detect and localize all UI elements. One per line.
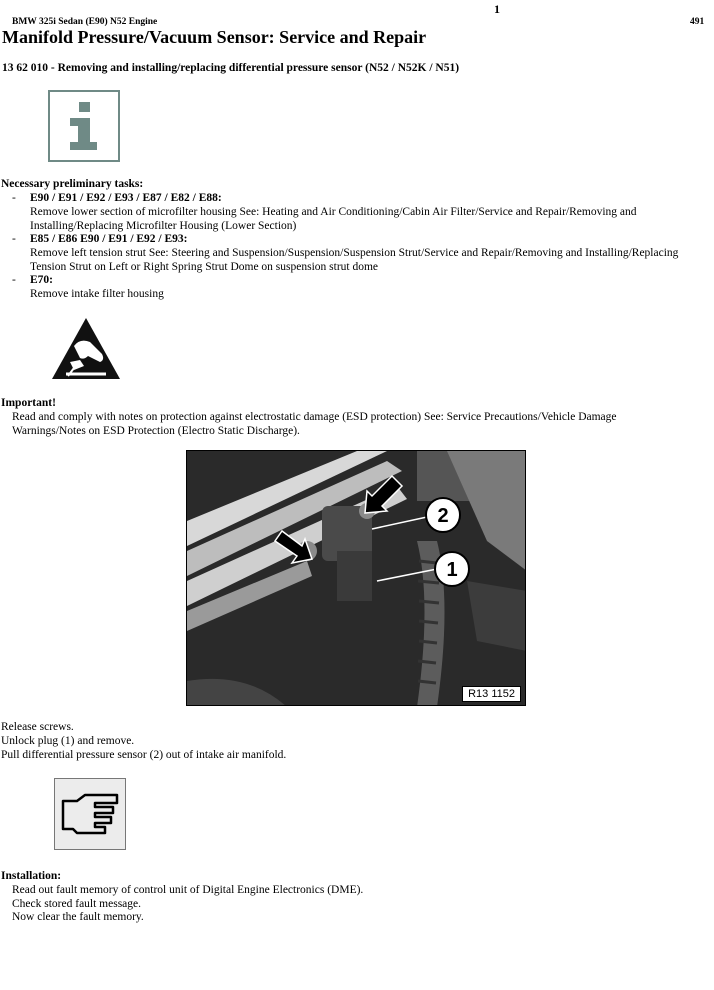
- figure-label: R13 1152: [462, 686, 521, 702]
- callout-1: 1: [446, 559, 458, 581]
- callout-2: 2: [437, 505, 449, 527]
- important-text-a: Read and comply with notes on protection against electrostatic damage (ESD protection) See: Service Precautions/Vehicle Damage: [12, 411, 617, 423]
- prelim-models-1: E90 / E91 / E92 / E93 / E87 / E82 / E88:: [30, 192, 222, 204]
- installation-step-1: Read out fault memory of control unit of Digital Engine Electronics (DME).: [12, 884, 364, 896]
- important-text-b: Warnings/Notes on ESD Protection (Electro Static Discharge).: [12, 425, 300, 437]
- page-title: Manifold Pressure/Vacuum Sensor: Service and Repair: [2, 27, 427, 47]
- installation-step-2: Check stored fault message.: [12, 898, 142, 910]
- esd-warning-icon: [50, 316, 122, 382]
- info-icon: [48, 90, 120, 162]
- pointing-hand-glyph: [55, 779, 124, 848]
- prelim-models-2: E85 / E86 E90 / E91 / E92 / E93:: [30, 233, 188, 245]
- engine-photo: [186, 450, 526, 706]
- prelim-models-3: E70:: [30, 274, 53, 286]
- list-dash: -: [12, 274, 16, 286]
- prelim-text-1a: Remove lower section of microfilter housing See: Heating and Air Conditioning/Cabin Air Filter/Service and Repair/Removing and: [30, 206, 637, 218]
- prelim-text-3a: Remove intake filter housing: [30, 288, 164, 300]
- installation-step-3: Now clear the fault memory.: [12, 911, 144, 923]
- installation-heading: Installation:: [1, 870, 62, 882]
- procedure-subtitle: 13 62 010 - Removing and installing/replacing differential pressure sensor (N52 / N52K / N51): [2, 62, 460, 74]
- prelim-heading: Necessary preliminary tasks:: [1, 178, 144, 190]
- prelim-text-2a: Remove left tension strut See: Steering and Suspension/Suspension/Suspension Strut/Service and Repair/Removing and Installing/Replacing: [30, 247, 679, 259]
- info-icon-glyph: [50, 92, 118, 160]
- vehicle-header: BMW 325i Sedan (E90) N52 Engine: [12, 17, 158, 27]
- engine-illustration: [187, 451, 526, 706]
- step-3: Pull differential pressure sensor (2) out of intake air manifold.: [1, 749, 287, 761]
- step-2: Unlock plug (1) and remove.: [1, 735, 135, 747]
- step-1: Release screws.: [1, 721, 74, 733]
- prelim-text-1b: Installing/Replacing Microfilter Housing (Lower Section): [30, 220, 297, 232]
- prelim-text-2b: Tension Strut on Left or Right Spring Strut Dome on suspension strut dome: [30, 261, 379, 273]
- page-number-right: 491: [690, 17, 705, 27]
- list-dash: -: [12, 192, 16, 204]
- page-number-top: 1: [494, 2, 500, 16]
- important-heading: Important!: [1, 397, 56, 409]
- pointing-hand-icon: [54, 778, 126, 850]
- list-dash: -: [12, 233, 16, 245]
